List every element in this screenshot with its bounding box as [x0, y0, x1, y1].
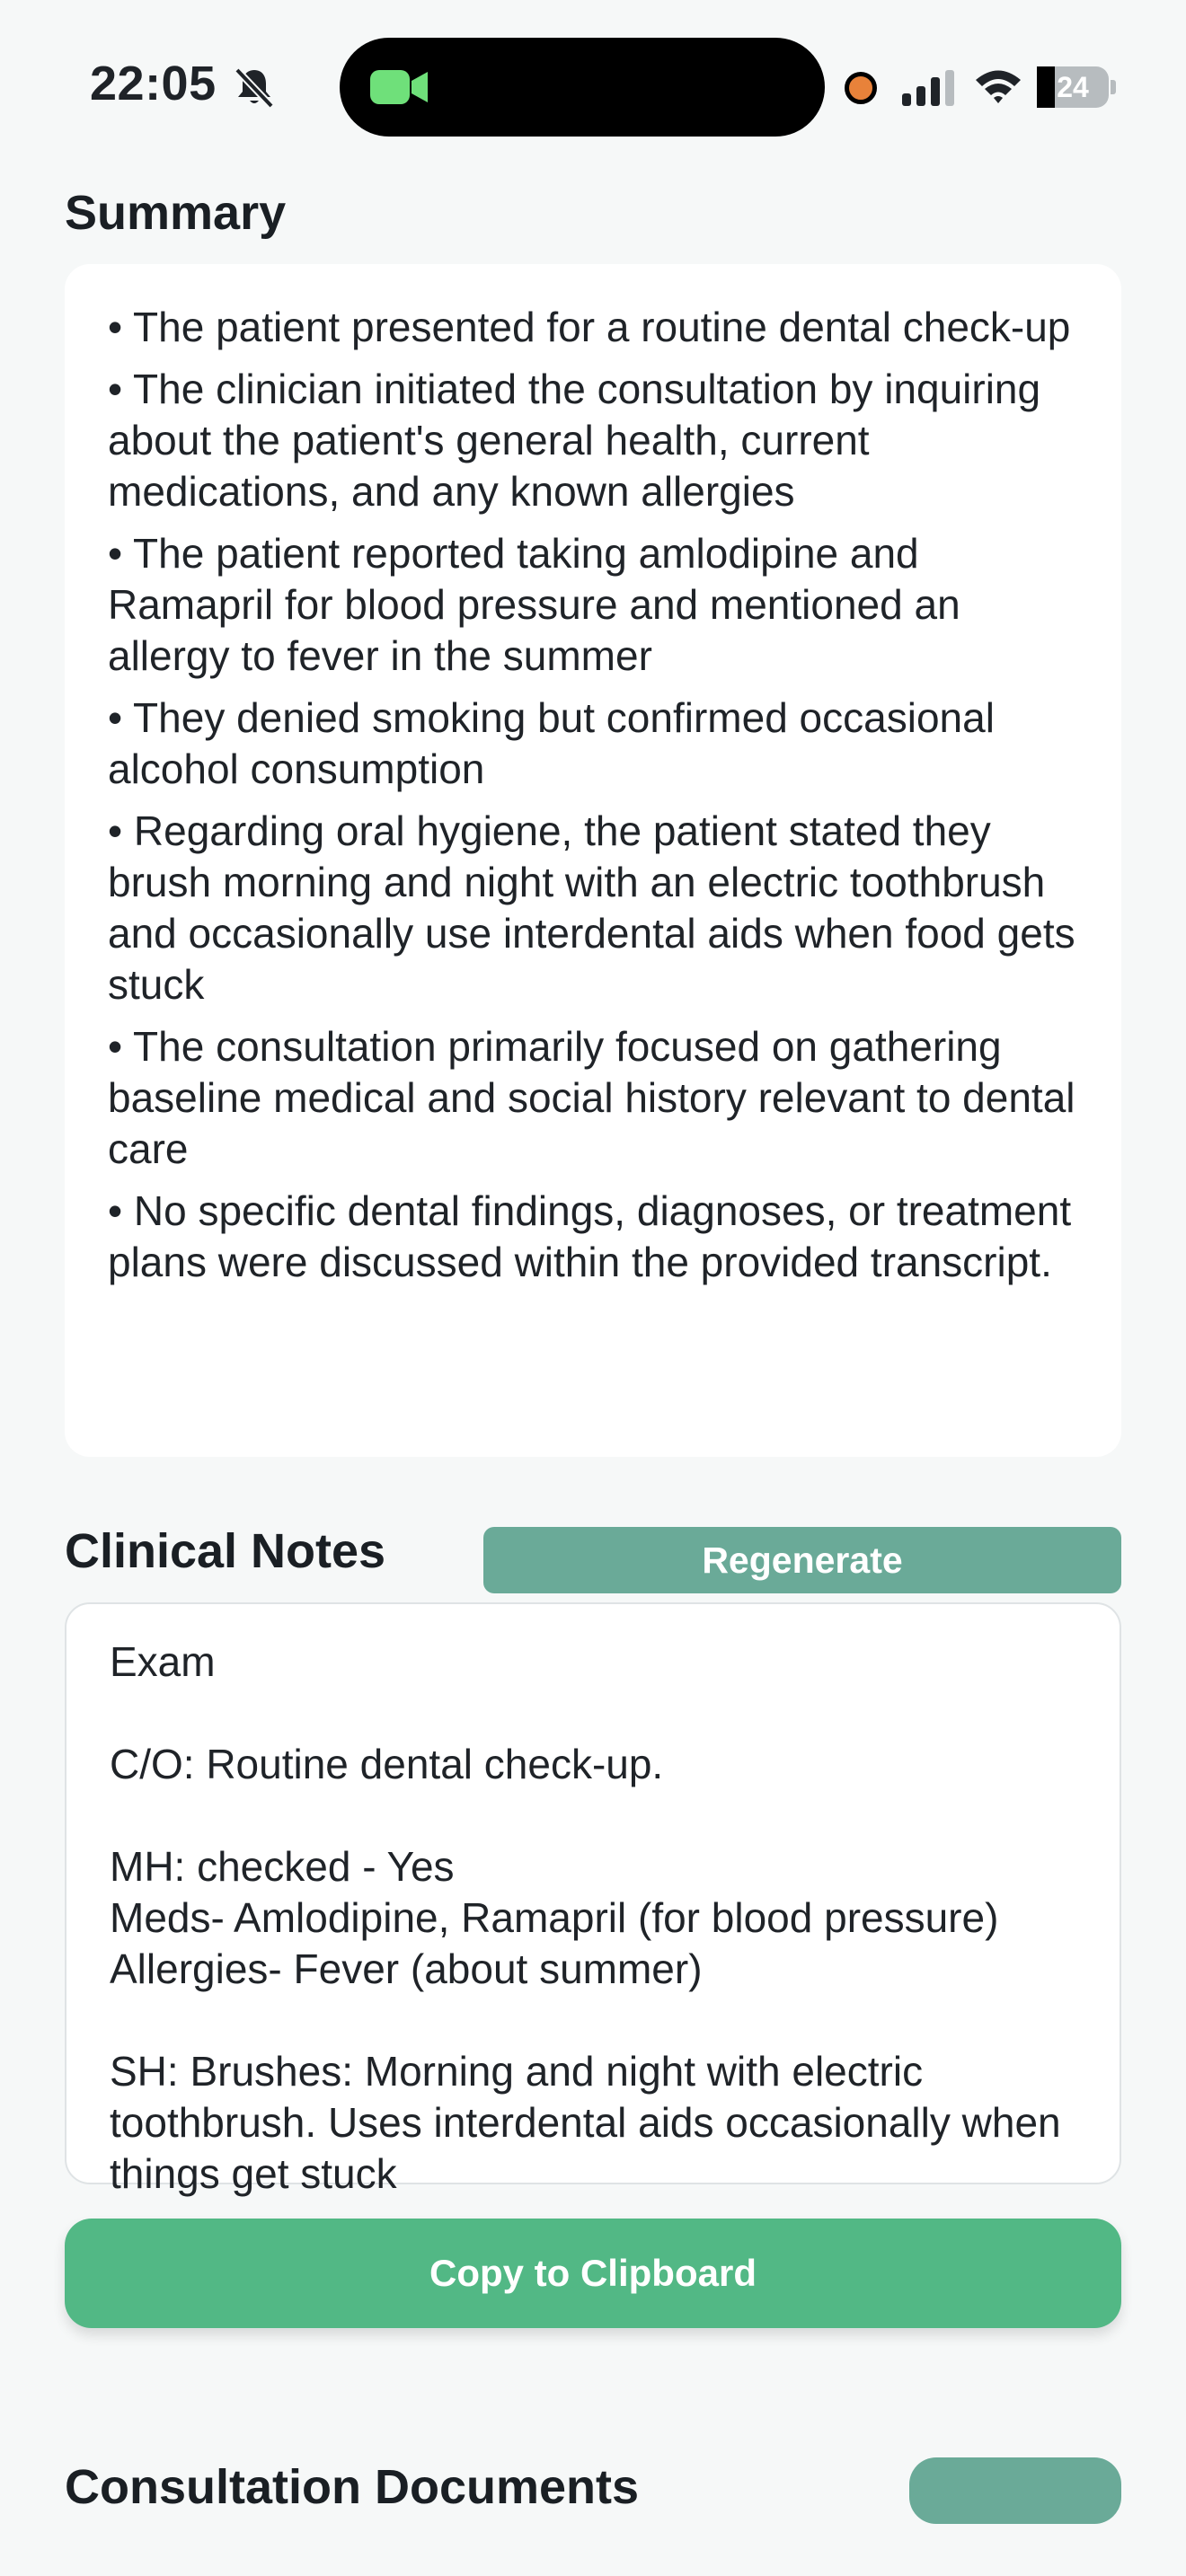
- summary-bullet: • The consultation primarily focused on gathering baseline medical and social history relevant to dental care: [108, 1023, 1075, 1172]
- consultation-documents-title: Consultation Documents: [65, 2460, 640, 2514]
- summary-bullet: • The patient reported taking amlodipine and Ramapril for blood pressure and mentioned an allergy to fever in the summer: [108, 530, 960, 679]
- summary-bullet: • Regarding oral hygiene, the patient stated they brush morning and night with an electric toothbrush and occasionally use interdental aids when food gets stuck: [108, 807, 1075, 1008]
- summary-bullet: • The patient presented for a routine dental check-up: [108, 304, 1071, 350]
- wifi-icon: [974, 66, 1022, 106]
- facetime-camera-icon: [368, 66, 431, 108]
- clinical-notes-text: Exam C/O: Routine dental check-up. MH: checked - Yes Meds- Amlodipine, Ramapril (for blood pressure) Allergies- Fever (about summer) SH: Brushes: Morning and night with electric toothbrush. Uses interdental aids occasionally when things get stuck: [110, 1638, 1061, 2197]
- consultation-documents-section: [0, 2416, 1186, 2514]
- battery-indicator: [1037, 66, 1116, 108]
- battery-level: 24: [1057, 71, 1089, 103]
- consultation-documents-button[interactable]: [909, 2457, 1121, 2524]
- summary-card: [65, 264, 1121, 1457]
- summary-title: Summary: [65, 186, 287, 240]
- summary-bullet: • They denied smoking but confirmed occasional alcohol consumption: [108, 694, 995, 792]
- clinical-notes-title: Clinical Notes: [65, 1524, 386, 1578]
- status-bar: [0, 0, 1186, 180]
- copy-to-clipboard-button[interactable]: Copy to Clipboard: [65, 2219, 1121, 2328]
- bell-muted-icon: [232, 65, 277, 110]
- summary-bullet: • No specific dental findings, diagnoses, or treatment plans were discussed within the provided transcript.: [108, 1187, 1072, 1285]
- status-time: 22:05: [90, 57, 217, 110]
- clinical-notes-textarea[interactable]: [65, 1602, 1121, 2197]
- summary-bullet: • The clinician initiated the consultation by inquiring about the patient's general health, current medications, and any known allergies: [108, 366, 1041, 515]
- recording-indicator: [845, 72, 877, 104]
- cellular-signal-icon: [900, 68, 960, 108]
- battery-icon: [1037, 66, 1109, 108]
- regenerate-button[interactable]: Regenerate: [483, 1527, 1121, 1593]
